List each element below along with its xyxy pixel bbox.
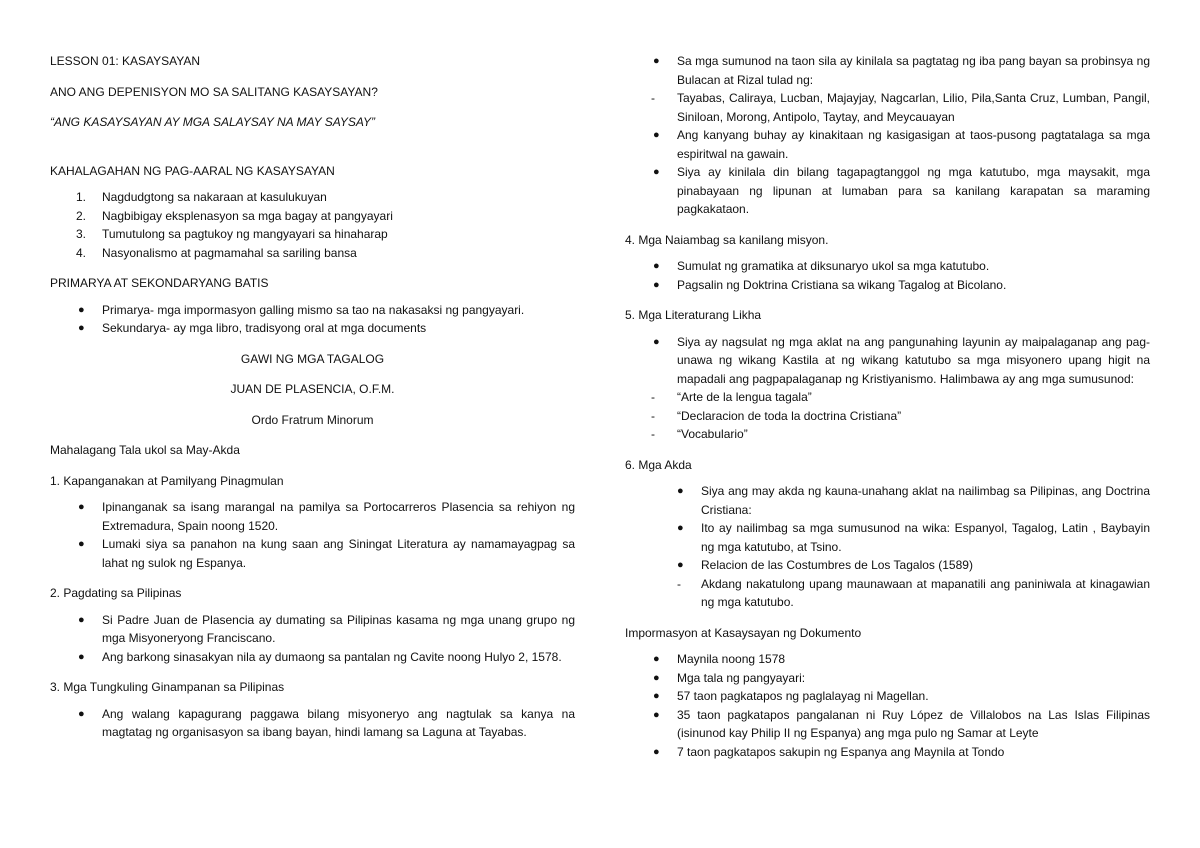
definition-quote: “ANG KASAYSAYAN AY MGA SALAYSAY NA MAY SAYSAY” (50, 115, 376, 129)
importance-heading: KAHALAGAHAN NG PAG-AARAL NG KASAYSAYAN (50, 163, 335, 178)
list-item: - Akdang nakatulong upang maunawaan at mapanatili ang paniniwala at kinagawian ng mga katutubo. (677, 576, 1150, 609)
sources-heading: PRIMARYA AT SEKONDARYANG BATIS (50, 276, 269, 290)
list-item: ● Lumaki siya sa panahon na kung saan ang Siningat Literatura ay namamayagpag sa lahat ng sulok ng Espanya. (78, 537, 575, 570)
list-item: ● Pagsalin ng Doktrina Cristiana sa wikang Tagalog at Bicolano. (653, 277, 1007, 292)
lesson-title: LESSON 01: KASAYSAYAN (50, 54, 201, 68)
list-item: ● Ipinanganak sa isang marangal na pamilya sa Portocarreros Plasencia sa rehiyon ng Extremadura, Spain noong 1520. (78, 500, 575, 533)
list-item: ● Siya ang may akda ng kauna-unahang aklat na nailimbag sa Pilipinas, ang Doctrina Cristiana: (677, 484, 1150, 517)
list-item: ● Ang kanyang buhay ay kinakitaan ng kasigasigan at taos-pusong pagtatalaga sa mga espiritwal na gawain. (653, 128, 1150, 161)
list-item: ● Sekundarya- ay mga libro, tradisyong oral at mga documents (78, 321, 427, 335)
section2-heading: 2. Pagdating sa Pilipinas (50, 586, 182, 600)
sources-list (50, 301, 575, 338)
section3-more-list (625, 126, 1150, 219)
list-item: ● Primarya- mga impormasyon galling mismo sa tao na nakasaksi ng pangyayari. (78, 302, 525, 317)
section3-heading: 3. Mga Tungkuling Ginampanan sa Pilipinas (50, 680, 285, 694)
list-item: ● Siya ay nagsulat ng mga aklat na ang pangunahing layunin ay maipalaganap ang pag-unawa ng wikang Kastila at ng wikang katutubo sa mga misyonero upang higit na mapadali ang pagpapalaganap ng Kristiyanismo. Halimbawa ay ang mga sumusunod: (653, 334, 1150, 386)
list-item: ● Sa mga sumunod na taon sila ay kinilala sa pagtatag ng iba pang bayan sa probinsya ng Bulacan at Rizal tulad ng: (653, 54, 1150, 87)
right-column (625, 52, 1150, 761)
center-title-2: JUAN DE PLASENCIA, O.F.M. (230, 382, 395, 396)
section4-heading: 4. Mga Naiambag sa kanilang misyon. (625, 232, 829, 247)
list-item: ● Maynila noong 1578 (653, 652, 786, 666)
section1-heading: 1. Kapanganakan at Pamilyang Pinagmulan (50, 473, 284, 488)
center-title-1: GAWI NG MGA TAGALOG (240, 351, 385, 366)
author-notes-heading: Mahalagang Tala ukol sa May-Akda (50, 443, 240, 457)
section2-list (50, 611, 575, 667)
list-item: ● Ito ay nailimbag sa mga sumusunod na wika: Espanyol, Tagalog, Latin , Baybayin ng mga katutubo, at Tsino. (677, 521, 1150, 554)
center-title-3: Ordo Fratrum Minorum (251, 412, 374, 427)
document-info-list (625, 650, 1150, 761)
section6-list (625, 482, 1150, 612)
list-item: ● Ang barkong sinasakyan nila ay dumaong sa pantalan ng Cavite noong Hulyo 2, 1578. (78, 649, 562, 664)
list-item: ● Siya ay kinilala din bilang tagapagtanggol ng mga katutubo, mga maysakit, mga pinabayaan ng lipunan at lumaban para sa kanilang karapatan sa maraming pagkakataon. (653, 165, 1150, 216)
towns-list: - Tayabas, Caliraya, Lucban, Majayjay, Nagcarlan, Lilio, Pila,Santa Cruz, Lumban, Pangil, Siniloan, Morong, Antipolo, Taytay, and Meycauayan (651, 91, 1150, 124)
list-item: ● Mga tala ng pangyayari: (653, 670, 806, 685)
importance-list (50, 188, 575, 262)
section3-continued-list (625, 52, 1150, 89)
book-item: - “Vocabulario” (651, 427, 748, 441)
list-item: ● Relacion de las Costumbres de Los Tagalos (1589) (677, 558, 973, 572)
section5-heading: 5. Mga Literaturang Likha (625, 308, 762, 322)
list-item: ● Ang walang kapagurang paggawa bilang misyoneryo ang nagtulak sa kanya na magtatag ng organisasyon sa ibang bayan, hindi lamang sa Laguna at Tayabas. (78, 706, 575, 739)
list-item: ● 57 taon pagkatapos ng paglalayag ni Magellan. (653, 689, 929, 703)
list-item: 2. Nagbibigay eksplenasyon sa mga bagay at pangyayari (76, 208, 393, 223)
list-item: ● Sumulat ng gramatika at diksunaryo ukol sa mga katutubo. (653, 259, 990, 273)
section1-list (50, 498, 575, 572)
section4-list (625, 257, 1150, 294)
list-item: ● 7 taon pagkatapos sakupin ng Espanya ang Maynila at Tondo (653, 744, 1005, 759)
list-item: ● 35 taon pagkatapos pangalanan ni Ruy López de Villalobos na Las Islas Filipinas (isinunod kay Philip II ng Espanya) ang mga pulo ng Samar at Leyte (653, 707, 1150, 740)
document-info-heading: Impormasyon at Kasaysayan ng Dokumento (625, 625, 862, 640)
list-item: 3. Tumutulong sa pagtukoy ng mangyayari sa hinaharap (76, 227, 388, 241)
list-item: ● Si Padre Juan de Plasencia ay dumating sa Pilipinas kasama ng mga unang grupo ng mga Misyoneryong Franciscano. (78, 612, 575, 645)
left-column (50, 52, 575, 742)
definition-question: ANO ANG DEPENISYON MO SA SALITANG KASAYSAYAN? (50, 84, 378, 99)
book-item: - “Arte de la lengua tagala” (651, 390, 812, 404)
section6-heading: 6. Mga Akda (625, 457, 692, 472)
section5-list (625, 333, 1150, 389)
list-item: 1. Nagdudgtong sa nakaraan at kasulukuyan (76, 190, 327, 204)
book-item: - “Declaracion de toda la doctrina Cristiana” (651, 408, 902, 423)
list-item: 4. Nasyonalismo at pagmamahal sa sariling bansa (76, 245, 357, 260)
section3-list (50, 705, 575, 742)
